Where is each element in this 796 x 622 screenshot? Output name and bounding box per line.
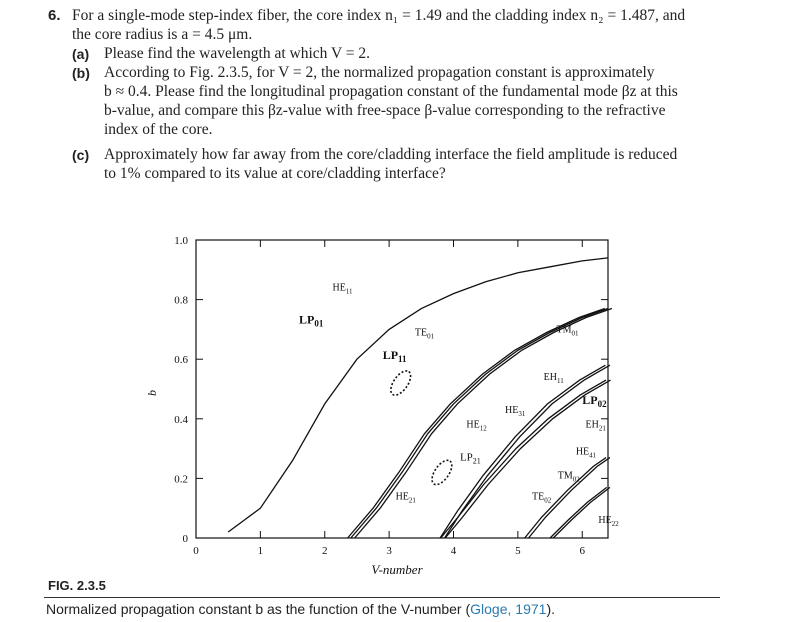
y-tick-label: 0.6 [174, 354, 188, 367]
label-tm02: $TM_{02}$ [557, 470, 580, 484]
part-c-line-2: to 1% compared to its value at core/cladding interface? [104, 165, 446, 182]
problem-statement-line-2: the core radius is a = 4.5 μm. [72, 26, 253, 43]
x-tick-label: 3 [386, 545, 392, 557]
y-tick-label: 0.8 [174, 294, 188, 307]
part-a-line-1: Please find the wavelength at which V = 2. [104, 45, 371, 62]
label-lp11: $LP_{11}$ [382, 348, 407, 365]
x-tick-label: 2 [322, 545, 328, 557]
caption-text: Normalized propagation constant b as the function of the V-number ( [46, 601, 471, 617]
mode-curve-0 [228, 258, 608, 532]
label-te01: $TE_{01}$ [414, 327, 435, 341]
label-he22: $HE_{22}$ [598, 515, 619, 529]
figure-caption [46, 601, 555, 617]
label-te02: $TE_{02}$ [532, 491, 552, 505]
y-tick-label: 0.2 [174, 473, 188, 486]
problem-statement-line-1: For a single-mode step-index fiber, the core index n₁ = 1.49 and the cladding index n₂ = 1.487, and [72, 7, 686, 24]
part-b-line-2: b ≈ 0.4. Please find the longitudinal propagation constant of the fundamental mode βz at this [104, 83, 678, 100]
part-c-line-1: Approximately how far away from the core/cladding interface the field amplitude is reduced [104, 146, 678, 163]
label-he21: $HE_{21}$ [395, 491, 416, 505]
y-tick-label: 0 [182, 533, 188, 545]
part-a-label: (a) [72, 46, 90, 62]
label-eh21: $EH_{21}$ [585, 419, 606, 433]
caption-end: ). [546, 601, 555, 617]
label-tm01: $TM_{01}$ [556, 324, 579, 338]
propagation-constant-chart [140, 228, 620, 578]
y-tick-label: 0.4 [174, 413, 188, 426]
x-axis-label: V-number [371, 562, 423, 577]
figure-rule [44, 597, 720, 598]
x-tick-label: 0 [193, 545, 199, 557]
mode-curve-5 [553, 487, 610, 538]
x-tick-label: 4 [450, 545, 457, 557]
figure-label: FIG. 2.3.5 [48, 578, 106, 593]
lp21-dotted-group [428, 457, 456, 488]
label-he31: $HE_{31}$ [505, 404, 526, 418]
part-c-label: (c) [72, 147, 90, 163]
x-tick-label: 5 [515, 545, 521, 557]
caption-reference-link[interactable]: Gloge, 1971 [470, 601, 547, 617]
part-b-line-1: According to Fig. 2.3.5, for V = 2, the normalized propagation constant is approximately [104, 64, 655, 81]
mode-curve-5 [550, 487, 607, 538]
mode-curve-1 [355, 309, 612, 538]
y-axis-label: b [145, 390, 159, 396]
y-tick-label: 1.0 [174, 235, 188, 247]
problem-number: 6. [48, 7, 61, 24]
label-he12: $HE_{12}$ [466, 419, 487, 433]
part-b-line-4: index of the core. [104, 121, 213, 138]
part-b-label: (b) [72, 65, 90, 81]
x-tick-label: 6 [579, 545, 585, 557]
label-he11: $HE_{11}$ [332, 282, 353, 296]
label-he41: $HE_{41}$ [575, 446, 597, 460]
label-eh11: $EH_{11}$ [543, 372, 564, 386]
x-tick-label: 1 [257, 545, 264, 557]
part-b-line-3: b-value, and compare this βz-value with free-space β-value corresponding to the refractive [104, 102, 666, 119]
label-lp21: $LP_{21}$ [459, 451, 481, 466]
label-lp02: $LP_{02}$ [582, 392, 607, 409]
lp11-dotted-group [387, 368, 415, 399]
label-lp01: $LP_{01}$ [299, 312, 324, 329]
